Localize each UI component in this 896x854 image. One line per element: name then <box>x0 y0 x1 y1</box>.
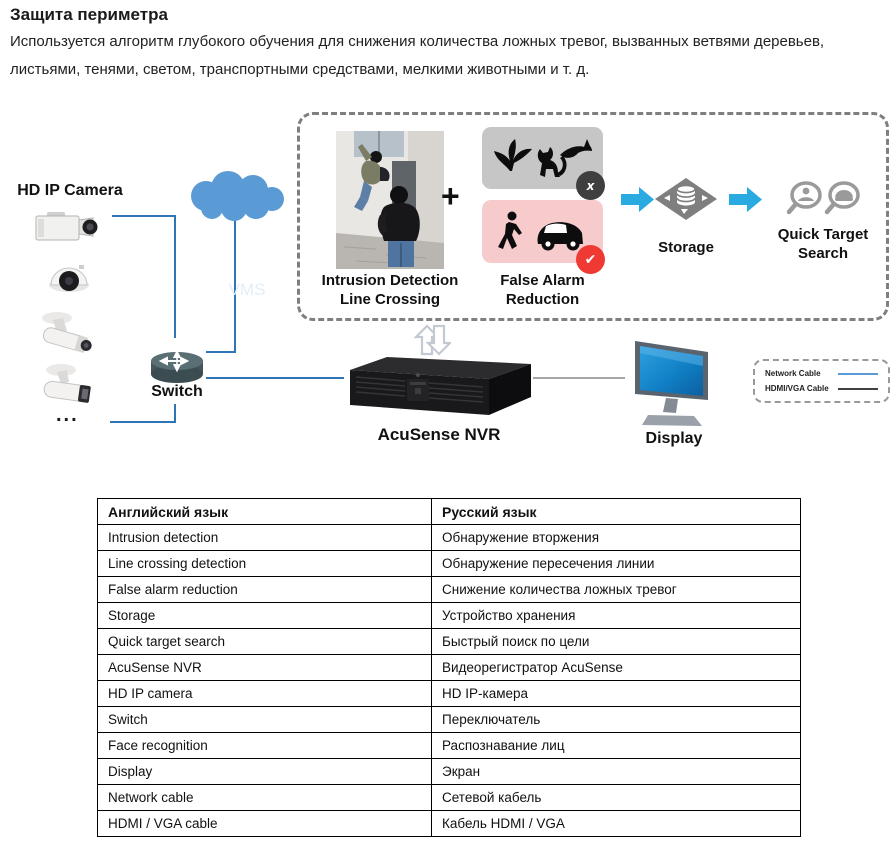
table-cell: Quick target search <box>98 629 432 655</box>
intro-paragraph-line2: листьями, тенями, светом, транспортными средствами, мелкими животными и т. д. <box>10 61 590 78</box>
cable-legend <box>753 359 890 403</box>
table-cell: Display <box>98 759 432 785</box>
table-cell: Intrusion detection <box>98 525 432 551</box>
table-row <box>98 785 801 811</box>
table-cell: Устройство хранения <box>432 603 801 629</box>
bullet-camera-image <box>37 309 99 355</box>
display-label: Display <box>645 430 703 447</box>
table-cell: Сетевой кабель <box>432 785 801 811</box>
table-header-english: Английский язык <box>98 499 432 525</box>
sync-arrows-icon <box>413 324 451 356</box>
legend-hdmi-vga-cable: HDMI/VGA Cable <box>765 384 878 393</box>
false-alarm-label: False Alarm Reduction <box>500 272 585 308</box>
table-row <box>98 603 801 629</box>
table-header-russian: Русский язык <box>432 499 801 525</box>
table-cell: Быстрый поиск по цели <box>432 629 801 655</box>
hdmi-vga-cable-line <box>838 388 878 390</box>
legend-network-cable: Network Cable <box>765 369 878 378</box>
table-cell: Переключатель <box>432 707 801 733</box>
last-camera-vertical-line <box>174 404 176 423</box>
intrusion-detection-label: Intrusion Detection Line Crossing <box>321 272 459 308</box>
quick-target-search-icon <box>785 180 865 216</box>
table-row <box>98 733 801 759</box>
flow-arrow-icon <box>621 186 654 213</box>
table-cell: Обнаружение вторжения <box>432 525 801 551</box>
table-row <box>98 655 801 681</box>
page-title: Защита периметра <box>10 5 168 24</box>
dome-camera-image <box>46 253 92 295</box>
table-cell: Распознавание лиц <box>432 733 801 759</box>
table-body <box>98 525 801 837</box>
display-image <box>632 336 716 430</box>
switch-label: Switch <box>151 383 203 400</box>
table-row <box>98 707 801 733</box>
network-cable-line <box>838 373 878 375</box>
person-car-icons <box>496 210 590 254</box>
approved-badge: ✔ <box>576 245 605 274</box>
table-cell: Экран <box>432 759 801 785</box>
intrusion-photo <box>336 131 444 269</box>
table-cell: HD IP camera <box>98 681 432 707</box>
table-cell: Storage <box>98 603 432 629</box>
nvr-label: AcuSense NVR <box>377 425 501 444</box>
last-camera-stub-line <box>110 421 176 423</box>
table-row <box>98 525 801 551</box>
table-cell: Кабель HDMI / VGA <box>432 811 801 837</box>
table-cell: Network cable <box>98 785 432 811</box>
table-cell: HD IP-камера <box>432 681 801 707</box>
plus-sign: + <box>441 178 460 214</box>
table-row <box>98 759 801 785</box>
camera-trunk-stub-line <box>112 215 176 217</box>
nvr-display-line <box>533 377 625 379</box>
table-cell: Line crossing detection <box>98 551 432 577</box>
storage-label: Storage <box>658 239 714 256</box>
table-cell: Face recognition <box>98 733 432 759</box>
flow-arrow-icon <box>729 186 762 213</box>
table-row <box>98 577 801 603</box>
table-row <box>98 551 801 577</box>
table-cell: Обнаружение пересечения линии <box>432 551 801 577</box>
table-cell: Видеорегистратор AcuSense <box>432 655 801 681</box>
table-row <box>98 811 801 837</box>
table-cell: HDMI / VGA cable <box>98 811 432 837</box>
switch-icon <box>149 350 205 384</box>
vms-switch-line <box>206 351 236 353</box>
storage-icon <box>654 177 718 221</box>
topology-diagram <box>0 95 896 475</box>
table-cell: False alarm reduction <box>98 577 432 603</box>
switch-nvr-line <box>206 377 344 379</box>
table-cell: Switch <box>98 707 432 733</box>
bullet-camera-2-image <box>39 362 101 406</box>
translation-table <box>97 498 801 837</box>
hd-ip-camera-label: HD IP Camera <box>17 182 123 199</box>
nvr-image <box>343 353 535 419</box>
table-cell: Снижение количества ложных тревог <box>432 577 801 603</box>
table-header-row <box>98 499 801 525</box>
table-cell: AcuSense NVR <box>98 655 432 681</box>
rejected-badge: x <box>576 171 605 200</box>
intro-paragraph-line1: Используется алгоритм глубокого обучения для снижения количества ложных тревог, вызванных ветвями деревьев, <box>10 33 825 50</box>
more-cameras-ellipsis: ... <box>56 404 79 426</box>
box-camera-image <box>35 209 99 245</box>
vms-cloud-icon <box>176 168 292 222</box>
camera-trunk-line <box>174 215 176 338</box>
vms-label: VMS <box>228 280 266 299</box>
table-row <box>98 681 801 707</box>
table-row <box>98 629 801 655</box>
leaf-cat-bird-icons <box>494 137 592 179</box>
quick-target-search-label: Quick Target Search <box>777 226 869 262</box>
